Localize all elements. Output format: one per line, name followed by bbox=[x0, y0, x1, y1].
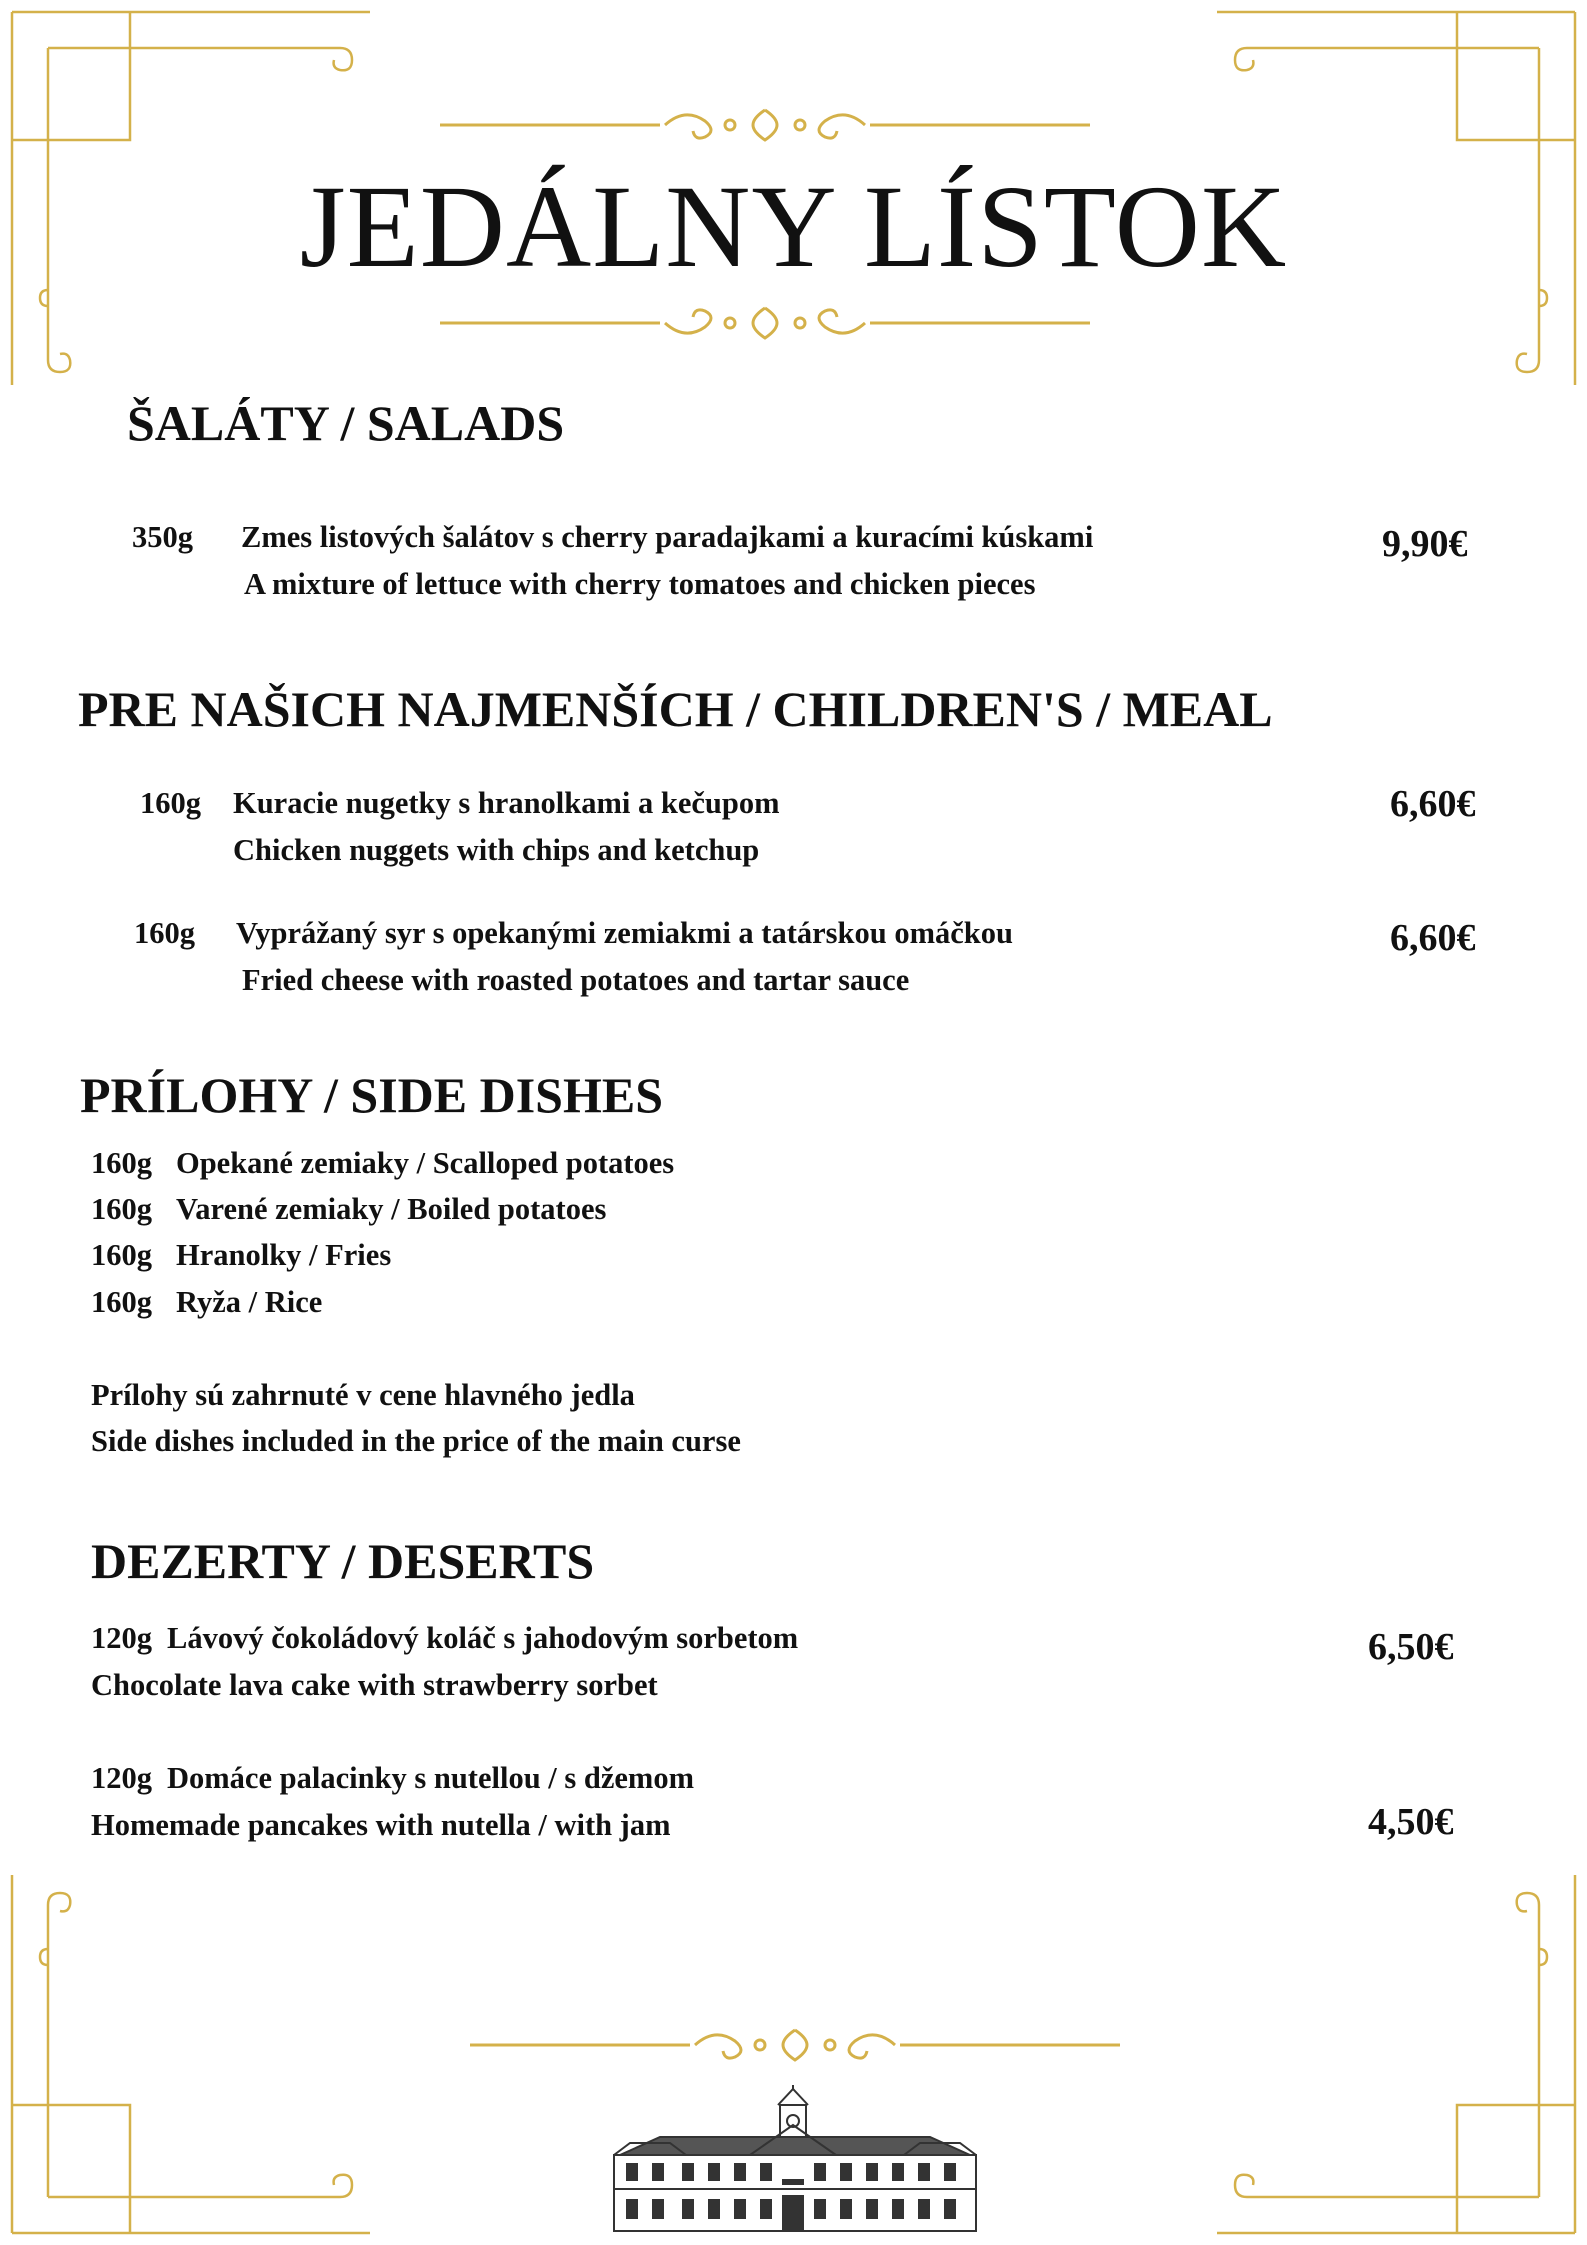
flourish-divider-icon-bottom bbox=[470, 2020, 1120, 2070]
item-weight: 160g bbox=[91, 1192, 152, 1226]
corner-frame-icon-bottom-left bbox=[0, 1865, 380, 2245]
item-weight: 160g bbox=[91, 1285, 152, 1319]
page-title: JEDÁLNY LÍSTOK bbox=[299, 161, 1288, 292]
flourish-divider-icon-top bbox=[440, 100, 1090, 150]
item-name-sk: Kuracie nugetky s hranolkami a kečupom bbox=[233, 786, 780, 820]
corner-frame-icon-bottom-right bbox=[1207, 1865, 1587, 2245]
item-price: 9,90€ bbox=[1382, 523, 1468, 565]
item-name: Varené zemiaky / Boiled potatoes bbox=[176, 1192, 607, 1226]
manor-house-logo bbox=[600, 2085, 990, 2235]
item-name-en: A mixture of lettuce with cherry tomatoes and chicken pieces bbox=[244, 567, 1036, 601]
item-weight: 160g bbox=[91, 1146, 152, 1180]
section-heading-sides: PRÍLOHY / SIDE DISHES bbox=[80, 1067, 664, 1123]
item-name-en: Chicken nuggets with chips and ketchup bbox=[233, 833, 760, 867]
sides-note-en: Side dishes included in the price of the main curse bbox=[91, 1424, 741, 1458]
item-name-sk: Lávový čokoládový koláč s jahodovým sorbetom bbox=[167, 1621, 799, 1655]
item-name-en: Fried cheese with roasted potatoes and tartar sauce bbox=[242, 963, 910, 997]
item-name: Ryža / Rice bbox=[176, 1285, 323, 1319]
item-price: 4,50€ bbox=[1368, 1801, 1454, 1843]
item-weight: 160g bbox=[134, 916, 195, 950]
item-weight: 160g bbox=[140, 786, 201, 820]
item-price: 6,50€ bbox=[1368, 1626, 1454, 1668]
item-name: Hranolky / Fries bbox=[176, 1238, 392, 1272]
item-price: 6,60€ bbox=[1390, 917, 1476, 959]
item-weight: 120g bbox=[91, 1621, 152, 1655]
section-heading-children: PRE NAŠICH NAJMENŠÍCH / CHILDREN'S / MEAL bbox=[78, 681, 1273, 737]
item-name-sk: Domáce palacinky s nutellou / s džemom bbox=[167, 1761, 694, 1795]
sides-note-sk: Prílohy sú zahrnuté v cene hlavného jedla bbox=[91, 1378, 635, 1412]
item-weight: 350g bbox=[132, 520, 193, 554]
item-name-en: Chocolate lava cake with strawberry sorbet bbox=[91, 1668, 658, 1702]
item-name-en: Homemade pancakes with nutella / with jam bbox=[91, 1808, 671, 1842]
flourish-divider-icon-middle bbox=[440, 298, 1090, 348]
item-name: Opekané zemiaky / Scalloped potatoes bbox=[176, 1146, 675, 1180]
section-heading-salads: ŠALÁTY / SALADS bbox=[127, 395, 565, 451]
section-heading-desserts: DEZERTY / DESERTS bbox=[91, 1533, 595, 1589]
item-name-sk: Zmes listových šalátov s cherry paradajkami a kuracími kúskami bbox=[241, 520, 1094, 554]
item-weight: 120g bbox=[91, 1761, 152, 1795]
item-name-sk: Vyprážaný syr s opekanými zemiakmi a tatárskou omáčkou bbox=[236, 916, 1013, 950]
item-weight: 160g bbox=[91, 1238, 152, 1272]
item-price: 6,60€ bbox=[1390, 783, 1476, 825]
